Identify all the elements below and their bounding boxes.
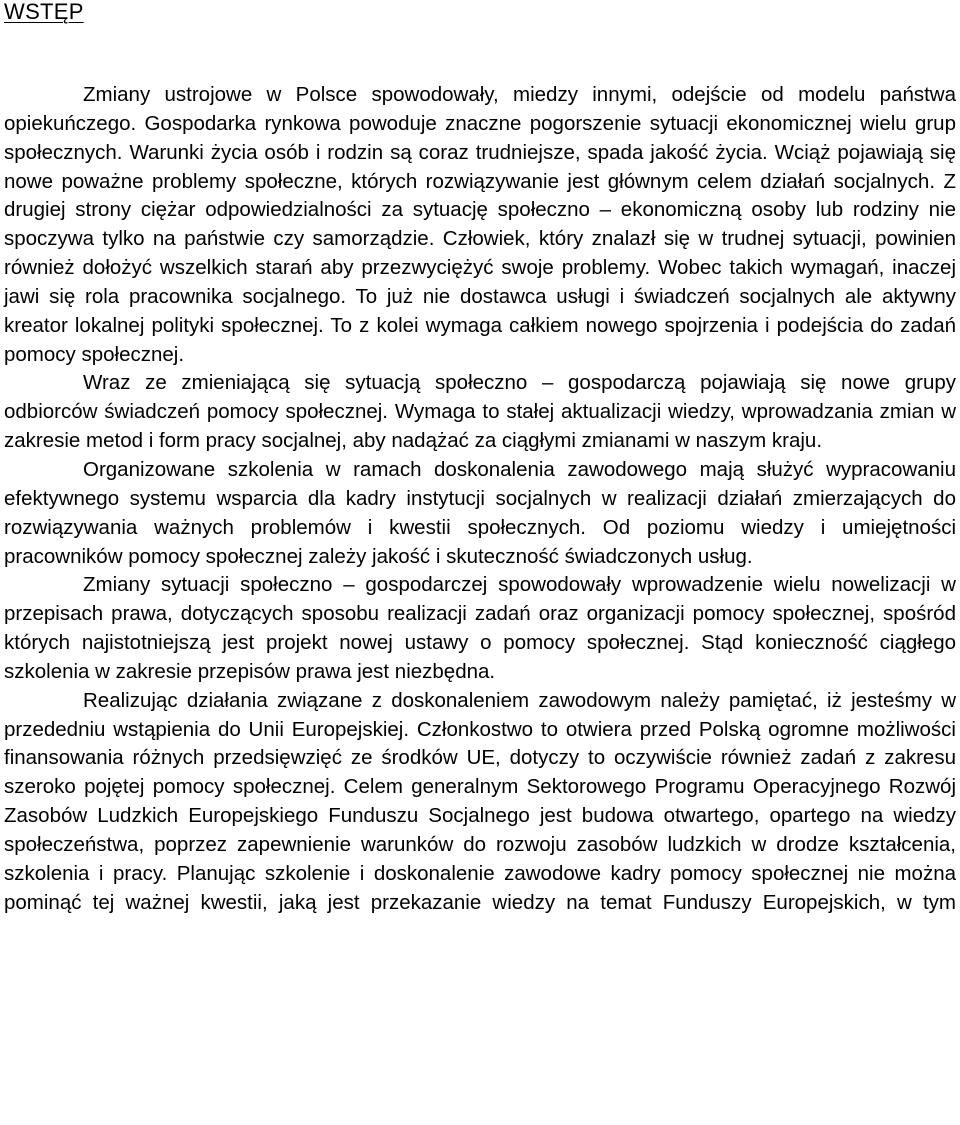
paragraph-1: Zmiany ustrojowe w Polsce spowodowały, miedzy innymi, odejście od modelu państwa opiekuńczego. Gospodarka rynkowa powoduje znaczne pogorszenie sytuacji ekonomicznej wielu grup społecznych. Warunki życia osób i rodzin są coraz trudniejsze, spada jakość życia. Wciąż pojawiają się nowe poważne problemy społeczne, których rozwiązywanie jest głównym celem działań socjalnych. Z drugiej strony ciężar odpowiedzialności za sytuację społeczno – ekonomiczną osoby lub rodziny nie spoczywa tylko na państwie czy samorządzie. Człowiek, który znalazł się w trudnej sytuacji, powinien również dołożyć wszelkich starań aby przezwyciężyć swoje problemy. Wobec takich wymagań, inaczej jawi się rola pracownika socjalnego. To już nie dostawca usługi i świadczeń socjalnych ale aktywny kreator lokalnej polityki społecznej. To z kolei wymaga całkiem nowego spojrzenia i podejścia do zadań pomocy społecznej. — [4, 83, 956, 366]
paragraph-2: Wraz ze zmieniającą się sytuacją społeczno – gospodarczą pojawiają się nowe grupy odbiorców świadczeń pomocy społecznej. Wymaga to stałej aktualizacji wiedzy, wprowadzania zmian w zakresie metod i form pracy socjalnej, aby nadążać za ciągłymi zmianami w naszym kraju. — [4, 371, 956, 453]
paragraph-4: Zmiany sytuacji społeczno – gospodarczej spowodowały wprowadzenie wielu nowelizacji w przepisach prawa, dotyczących sposobu realizacji zadań oraz organizacji pomocy społecznej, spośród których najistotniejszą jest projekt nowej ustawy o pomocy społecznej. Stąd konieczność ciągłego szkolenia w zakresie przepisów prawa jest niezbędna. — [4, 573, 956, 683]
paragraph-3: Organizowane szkolenia w ramach doskonalenia zawodowego mają służyć wypracowaniu efektywnego systemu wsparcia dla kadry instytucji socjalnych w realizacji działań zmierzających do rozwiązywania ważnych problemów i kwestii społecznych. Od poziomu wiedzy i umiejętności pracowników pomocy społecznej zależy jakość i skuteczność świadczonych usług. — [4, 457, 956, 568]
page-heading: WSTĘP — [4, 0, 84, 24]
paragraph-5: Realizując działania związane z doskonaleniem zawodowym należy pamiętać, iż jesteśmy w przededniu wstąpienia do Unii Europejskiej. Członkostwo to otwiera przed Polską ogromne możliwości finansowania różnych przedsięwzięć ze środków UE, dotyczy to oczywiście również zadań z zakresu szeroko pojętej pomocy społecznej. Celem generalnym Sektorowego Programu Operacyjnego Rozwój Zasobów Ludzkich Europejskiego Funduszu Socjalnego jest budowa otwartego, opartego na wiedzy społeczeństwa, poprzez zapewnienie warunków do rozwoju zasobów ludzkich w drodze kształcenia, szkolenia i pracy. Planując szkolenie i doskonalenie zawodowe kadry pomocy społecznej nie można pominąć tej ważnej kwestii, jaką jest przekazanie wiedzy na temat Funduszy Europejskich, w tym — [4, 688, 956, 914]
document-body — [4, 81, 956, 917]
